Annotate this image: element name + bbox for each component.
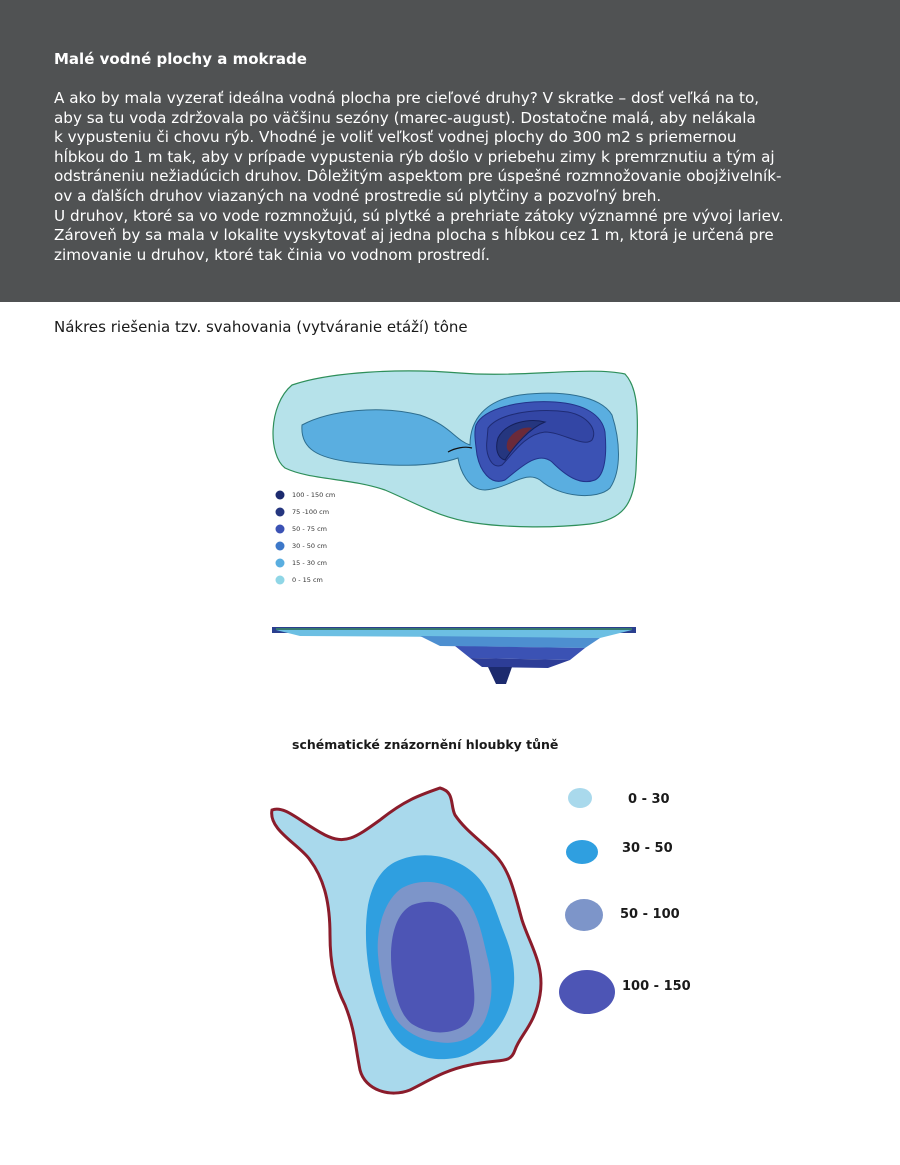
intro-line: hĺbkou do 1 m tak, aby v prípade vypustenia rýb došlo v priebehu zimy k premrznutiu a tým aj <box>54 147 775 166</box>
legend-label: 15 - 30 cm <box>292 559 327 567</box>
intro-line: A ako by mala vyzerať ideálna vodná plocha pre cieľové druhy? V skratke – dosť veľká na to, <box>54 89 760 107</box>
intro-line: zimovanie u druhov, ktoré tak činia vo vodnom prostredí. <box>54 245 490 264</box>
schema-title: schématické znázornění hloubky tůně <box>292 737 559 752</box>
legend-label: 30 - 50 cm <box>292 542 327 550</box>
legend-label: 100 - 150 cm <box>292 491 336 499</box>
depth-legend-cm <box>276 491 336 585</box>
section-layer-15-30 <box>420 636 600 648</box>
legend-swatch <box>566 840 598 864</box>
legend-label: 0 - 15 cm <box>292 576 323 584</box>
intro-line: U druhov, ktoré sa vo vode rozmnožujú, sú plytké a prehriate zátoky významné pre vývoj lariev. <box>54 206 784 225</box>
figure-caption: Nákres riešenia tzv. svahovania (vytváranie etáží) tône <box>54 318 468 336</box>
legend-label: 50 - 100 <box>620 907 680 922</box>
section-title: Malé vodné plochy a mokrade <box>54 50 307 68</box>
schematic-pond <box>272 788 541 1093</box>
legend-label: 30 - 50 <box>622 841 673 856</box>
legend-swatch <box>276 542 285 551</box>
legend-swatch <box>276 576 285 585</box>
legend-swatch <box>276 559 285 568</box>
legend-swatch <box>276 525 285 534</box>
legend-swatch <box>559 970 615 1014</box>
legend-swatch <box>568 788 592 808</box>
pond-cross-section <box>272 627 636 684</box>
pond-plan-view <box>273 371 637 527</box>
legend-label: 50 - 75 cm <box>292 525 327 533</box>
section-layer-30-50 <box>455 646 585 660</box>
intro-line: k vypusteniu či chovu rýb. Vhodné je voliť veľkosť vodnej plochy do 300 m2 s priemernou <box>54 128 737 147</box>
section-layer-deep <box>488 667 512 684</box>
intro-line: aby sa tu voda zdržovala po väčšinu sezóny (marec-august). Dostatočne malá, aby nelákala <box>54 108 756 127</box>
intro-line: Zároveň by sa mala v lokalite vyskytovať aj jedna plocha s hĺbkou cez 1 m, ktorá je určená pre <box>54 226 774 245</box>
legend-swatch <box>276 491 285 500</box>
depth-legend-schematic <box>559 788 691 1014</box>
intro-line: ov a ďalších druhov viazaných na vodné prostredie sú plytčiny a pozvoľný breh. <box>54 186 662 205</box>
legend-swatch <box>276 508 285 517</box>
legend-swatch <box>565 899 603 931</box>
legend-label: 100 - 150 <box>622 979 691 994</box>
legend-label: 75 -100 cm <box>292 508 330 516</box>
intro-line: odstráneniu nežiadúcich druhov. Dôležitým aspektom pre úspešné rozmnožovanie obojživelník- <box>54 167 782 186</box>
legend-label: 0 - 30 <box>628 792 670 807</box>
